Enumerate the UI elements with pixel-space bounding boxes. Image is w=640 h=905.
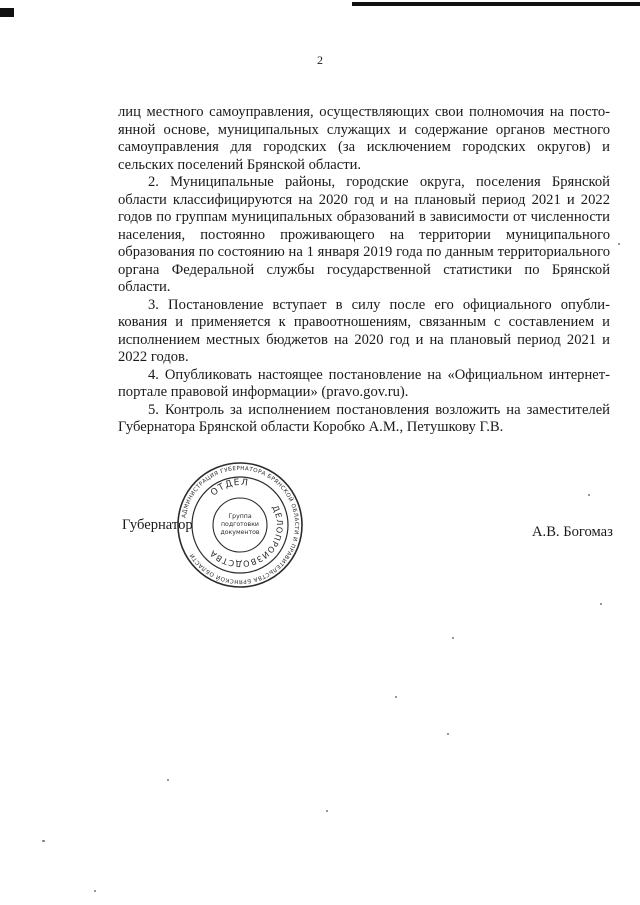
paragraph-3: 3. Постановление вступает в силу после его официального опубликования и применяется к правоотношениям, связанным с составлением и исполнением местных бюджетов на 2020 год и на плановый период 2021 и 2022 годов. [118, 296, 610, 365]
scan-speck [447, 733, 449, 735]
stamp-outer-text: АДМИНИСТРАЦИЯ ГУБЕРНАТОРА БРЯНСКОЙ ОБЛАСТИ И ПРАВИТЕЛЬСТВА БРЯНСКОЙ ОБЛАСТИ [181, 465, 300, 585]
scan-speck [600, 603, 602, 605]
scan-speck [326, 810, 328, 812]
scan-speck [94, 890, 96, 892]
scan-speck [167, 779, 169, 781]
stamp-center-line-2: подготовки [221, 521, 259, 528]
stamp-center-line-1: Группа [228, 513, 252, 520]
scan-artifact-top [352, 2, 640, 6]
signature-name: А.В. Богомаз [532, 524, 613, 540]
paragraph-2: 2. Муниципальные районы, городские округа, поселения Брянской области классифицируются на 2020 год и на плановый период 2021 и 2022 годов по группам муниципальных образований в зависимости от численности населения, постоянно проживающего на территории муниципального образования по состоянию на 1 января 2019 года по данным территориального органа Федеральной службы государственной статистики по Брянской области. [118, 174, 610, 295]
stamp-department-sub: ДЕЛОПРОИЗВОДСТВА [207, 503, 285, 570]
signature-title: Губернатор [122, 517, 193, 533]
official-stamp [176, 461, 304, 589]
document-body [118, 104, 610, 437]
paragraph-continuation: лиц местного самоуправления, осуществляющих свои полномочия на постоянной основе, муниципальных служащих и содержание органов местного самоуправления для городских (за исключением городских округов) и сельских поселений Брянской области. [118, 104, 610, 173]
paragraph-5: 5. Контроль за исполнением постановления возложить на заместителей Губернатора Брянской области Коробко А.М., Петушкову Г.В. [118, 401, 610, 435]
scan-speck [618, 243, 620, 245]
scan-artifact-left [0, 8, 14, 17]
stamp-center-line-3: документов [220, 529, 260, 536]
stamp-department: ОТДЕЛ [209, 477, 250, 499]
scan-speck [452, 637, 454, 639]
page-number: 2 [317, 53, 323, 67]
scan-speck [395, 696, 397, 698]
paragraph-4: 4. Опубликовать настоящее постановление на «Официальном интернет-портале правовой информации» (pravo.gov.ru). [118, 366, 610, 400]
scan-speck [588, 494, 590, 496]
scan-speck [42, 840, 45, 842]
